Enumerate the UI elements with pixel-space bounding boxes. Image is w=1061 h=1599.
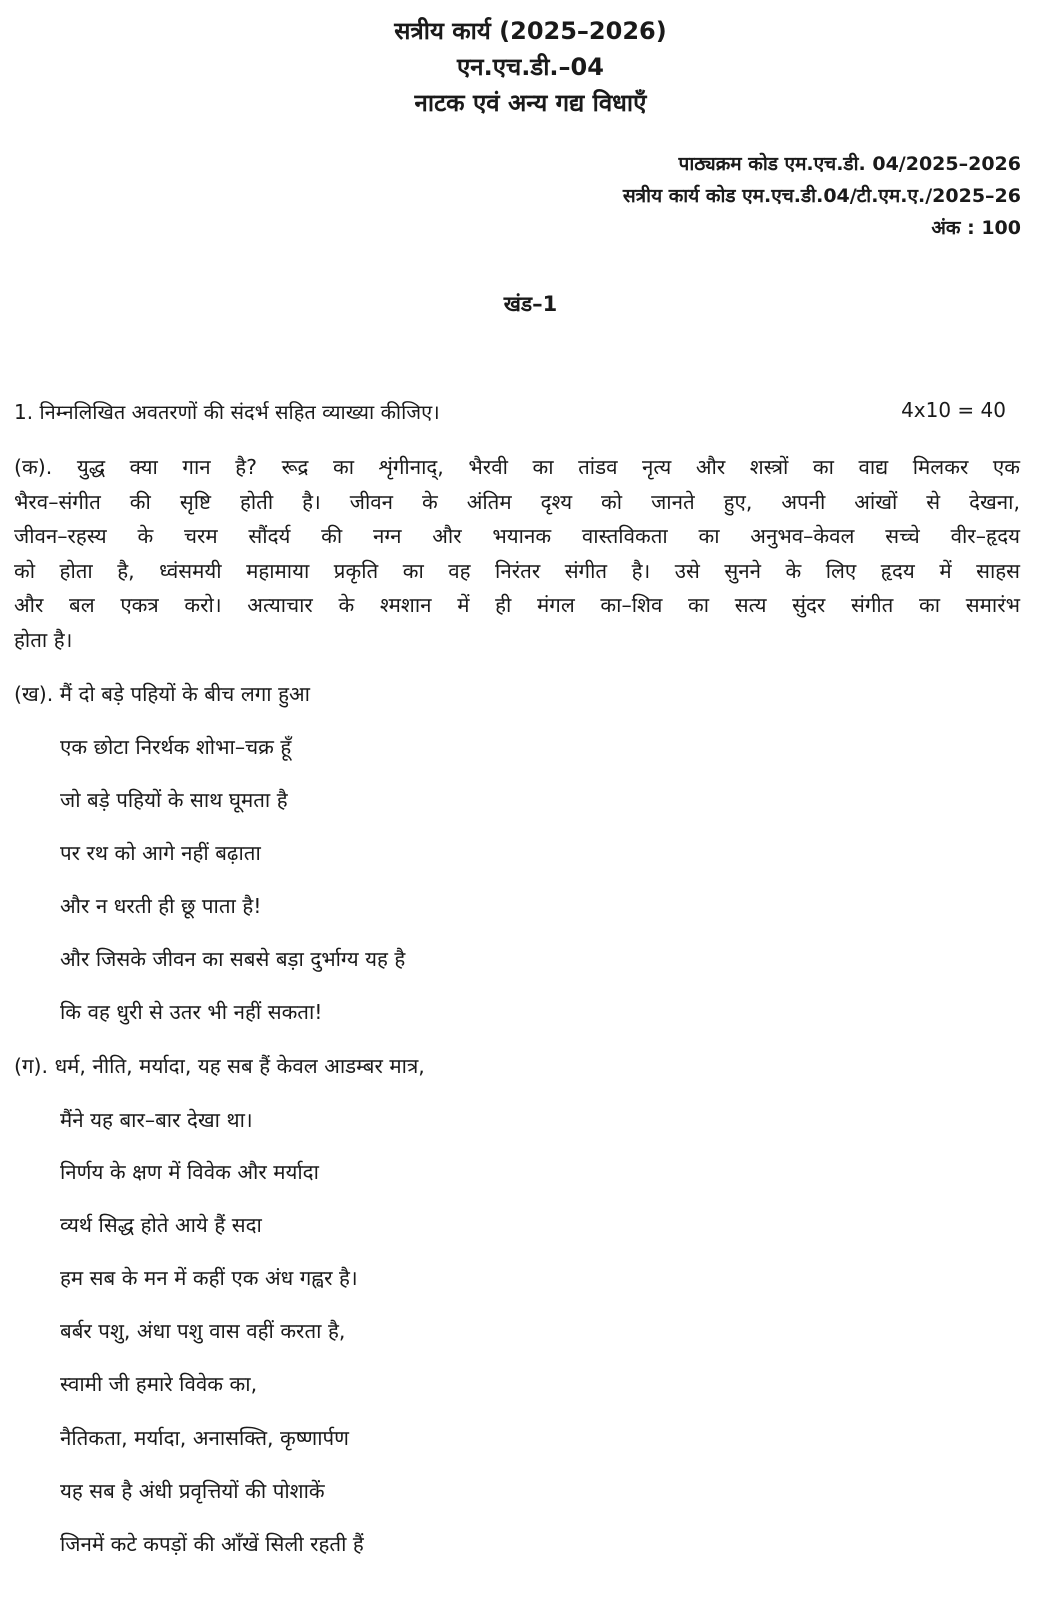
passage-line: होता है। xyxy=(14,627,73,652)
course-title: नाटक एवं अन्य गद्य विधाएँ xyxy=(414,89,647,117)
passage-line: भैरव–संगीत की सृष्टि होती है। जीवन के अंतिम दृश्य को जानते हुए, अपनी आंखों से देखना, xyxy=(14,489,1020,514)
verse-line: (ग). धर्म, नीति, मर्यादा, यह सब हैं केवल आडम्बर मात्र, xyxy=(14,1054,425,1078)
verse-line: और जिसके जीवन का सबसे बड़ा दुर्भाग्य यह है xyxy=(60,947,406,971)
question-marks: 4x10 = 40 xyxy=(901,398,1006,422)
verse-line: स्वामी जी हमारे विवेक का, xyxy=(60,1372,258,1396)
passage-ka xyxy=(14,450,1020,657)
verse-line: पर रथ को आगे नहीं बढ़ाता xyxy=(60,841,261,865)
verse-line: और न धरती ही छू पाता है! xyxy=(60,894,262,918)
question-1 xyxy=(14,398,1014,425)
course-code: पाठ्यक्रम कोड एम.एच.डी. 04/2025–2026 xyxy=(678,153,1021,175)
verse-line: नैतिकता, मर्यादा, अनासक्ति, कृष्णार्पण xyxy=(60,1426,349,1450)
total-marks: अंक : 100 xyxy=(931,217,1021,239)
verse-line: एक छोटा निरर्थक शोभा–चक्र हूँ xyxy=(60,735,292,759)
assignment-code: सत्रीय कार्य कोड एम.एच.डी.04/टी.एम.ए./2025–26 xyxy=(622,185,1021,207)
verse-line: निर्णय के क्षण में विवेक और मर्यादा xyxy=(60,1160,319,1184)
verse-line: मैंने यह बार–बार देखा था। xyxy=(60,1108,253,1132)
question-text: 1. निम्नलिखित अवतरणों की संदर्भ सहित व्याख्या कीजिए। xyxy=(14,400,440,424)
passage-line: (क). युद्ध क्या गान है? रूद्र का शृंगीनाद्, भैरवी का तांडव नृत्य और शस्त्रों का वाद्य मिलकर एक xyxy=(14,455,1020,479)
course-number: एन.एच.डी.–04 xyxy=(457,53,604,81)
passage-line: और बल एकत्र करो। अत्याचार के श्मशान में ही मंगल का–शिव का सत्य सुंदर संगीत का समारंभ xyxy=(14,593,1020,617)
verse-line: जिनमें कटे कपड़ों की आँखें सिली रहती हैं xyxy=(60,1532,364,1556)
verse-line: कि वह धुरी से उतर भी नहीं सकता! xyxy=(60,1000,323,1024)
verse-line: व्यर्थ सिद्ध होते आये हैं सदा xyxy=(60,1213,262,1237)
section-title: खंड–1 xyxy=(503,292,558,316)
verse-line: यह सब है अंधी प्रवृत्तियों की पोशाकें xyxy=(60,1479,325,1503)
verse-line: बर्बर पशु, अंधा पशु वास वहीं करता है, xyxy=(60,1319,346,1343)
verse-line: हम सब के मन में कहीं एक अंध गह्वर है। xyxy=(60,1266,358,1290)
verse-line: (ख). मैं दो बड़े पहियों के बीच लगा हुआ xyxy=(14,682,310,706)
passage-line: जीवन–रहस्य के चरम सौंदर्य की नग्न और भयानक वास्तविकता का अनुभव–केवल सच्चे वीर–हृदय xyxy=(14,524,1020,548)
passage-line: को होता है, ध्वंसमयी महामाया प्रकृति का वह निरंतर संगीत है। उसे सुनने के लिए हृदय में साहस xyxy=(14,558,1020,583)
document-title: सत्रीय कार्य (2025–2026) xyxy=(394,17,667,45)
verse-line: जो बड़े पहियों के साथ घूमता है xyxy=(60,788,288,812)
